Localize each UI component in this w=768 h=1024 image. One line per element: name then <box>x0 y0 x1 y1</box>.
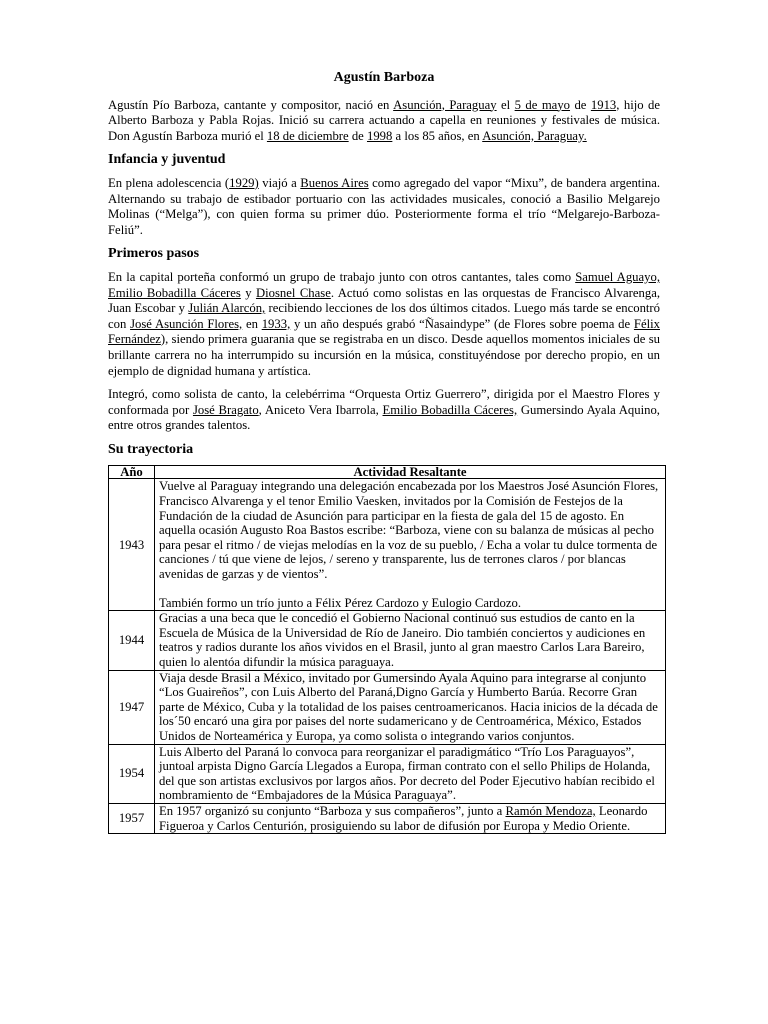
text-run: . Actuó como solistas en las orquestas de Francisco Alvarenga, Juan Escobar y <box>108 285 660 316</box>
heading-primeros-pasos: Primeros pasos <box>108 246 200 262</box>
text-run: y un año después grabó “Ñasaindype” (de Flores sobre poema de <box>290 316 634 331</box>
link-1998[interactable]: 1998 <box>366 128 393 143</box>
text-run: el <box>496 97 515 112</box>
activity-cell: Viaja desde Brasil a México, invitado por Gumersindo Ayala Aquino para integrarse al conjunto “Los Guaireños”, con Luis Alberto del Paraná,Digno García y Humberto Barúa. Recorre Gran parte de México, Cuba y la totalidad de los paises centroamericanos. Hacia inicios de la década de los´50 encaró una gira por paises del norte sudamericano y de Centroamérica, México, Estados Unidos de Norteamérica y Europa, ya como solista o integrando varios conjuntos. <box>155 670 666 744</box>
link-ramon-mendoza[interactable]: Ramón Mendoza, <box>505 803 596 818</box>
link-jose-bragato[interactable]: José Bragato <box>192 402 259 417</box>
activity-cell <box>155 479 666 611</box>
table-row <box>109 670 666 744</box>
activity-text: Vuelve al Paraguay integrando una delegación encabezada por los Maestros José Asunción Flores, Francisco Alvarenga y el tenor Emilio Vaesken, invitados por la Comisión de Festejos de la Fundación de la ciudad de Asunción para participar en la fiesta de gala del 15 de agosto. En aquella ocasión Augusto Roa Bastos escribe: “Barboza, viene con su balanza de músicas al pecho para pesar el ritmo / de viejas melodías en la voz de su pueblo, / Echa a volar tu dulce tormenta de canciones / tú que viene de lejos, / sereno y transparente, lus de terrones claros / por blancas avenidas de garzas y de vientos”. <box>159 479 659 582</box>
year-cell: 1957 <box>109 803 155 833</box>
year-cell: 1947 <box>109 670 155 744</box>
primeros-pasos-paragraph-2 <box>108 387 660 434</box>
link-felix-fernandez[interactable]: Félix Fernández <box>108 316 660 347</box>
activity-cell: Luis Alberto del Paraná lo convoca para reorganizar el paradigmático “Trío Los Paraguayos”, juntoal arpista Digno García Llegados a Europa, firman contrato con el sello Philips de Holanda, del que son artistas exclusivos por largos años. Por decreto del Poder Ejecutivo habían recibido el nombramiento de “Embajadores de la Música Paraguaya”. <box>155 744 666 803</box>
column-header-activity: Actividad Resaltante <box>155 466 666 479</box>
table-row <box>109 611 666 670</box>
text-run: Integró, como solista de canto, la celebérrima “Orquesta Ortiz Guerrero”, dirigida por el Maestro Flores y conformada por <box>108 387 660 417</box>
text-run: viajó a <box>258 175 301 190</box>
text-run: En 1957 organizó su conjunto “Barboza y sus compañeros”, junto a <box>159 803 506 818</box>
link-asuncion-2[interactable]: Asunción, Paraguay. <box>482 128 587 143</box>
text-run: Agustín Pío Barboza, cantante y compositor, nació en <box>108 97 394 112</box>
intro-paragraph <box>108 98 660 145</box>
activity-cell <box>155 803 666 833</box>
trayectoria-table <box>108 465 666 834</box>
year-cell: 1944 <box>109 611 155 670</box>
year-cell: 1954 <box>109 744 155 803</box>
link-julian-alarcon[interactable]: Julián Alarcón, <box>188 301 266 316</box>
table-header-row <box>109 466 666 479</box>
text-run: En plena adolescencia ( <box>108 175 230 190</box>
link-diosnel-chase[interactable]: Diosnel Chase <box>255 285 331 300</box>
link-1913[interactable]: 1913, <box>590 97 620 112</box>
infancia-paragraph <box>108 176 660 238</box>
activity-cell: Gracias a una beca que le concedió el Gobierno Nacional continuó sus estudios de canto en la Escuela de Música de la Universidad de Río de Janeiro. Dio también conciertos y audiciones en teatros y radios durante los años vividos en el Brasil, junto al gran maestro Carlos Lara Bareiro, quien lo alentóa difundir la música paraguaya. <box>155 611 666 670</box>
text-run: de <box>570 97 591 112</box>
year-cell: 1943 <box>109 479 155 611</box>
link-5-de-mayo[interactable]: 5 de mayo <box>514 97 571 112</box>
text-run: recibiendo lecciones de los dos últimos citados. Luego más tarde se encontró con <box>108 301 661 331</box>
text-run: Leonardo Figueroa y Carlos Centurión, prosiguiendo su labor de difusión por Europa y Medio Oriente. <box>159 803 648 833</box>
text-run: y <box>240 285 256 300</box>
link-buenos-aires[interactable]: Buenos Aires <box>300 175 369 190</box>
text-run: hijo de Alberto Barboza y Pabla Rojas. Inició su carrera actuando a capella en reuniones y festivales de música. Don Agustín Barboza murió el <box>108 97 661 143</box>
heading-trayectoria: Su trayectoria <box>108 441 194 457</box>
text-run: a los 85 años, en <box>392 128 483 143</box>
text-run: , Aniceto Vera Ibarrola, <box>258 402 383 417</box>
activity-text-extra: También formo un trío junto a Félix Pérez Cardozo y Eulogio Cardozo. <box>159 595 522 610</box>
link-18-de-diciembre[interactable]: 18 de diciembre <box>266 128 349 143</box>
link-asuncion[interactable]: Asunción, Paraguay <box>393 97 497 112</box>
link-1933[interactable]: 1933, <box>261 316 291 331</box>
document-page <box>108 70 660 834</box>
page-title: Agustín Barboza <box>333 70 435 85</box>
link-jose-asuncion-flores[interactable]: José Asunción Flores, <box>130 316 243 331</box>
text-run: ), siendo primera guarania que se registraba en un disco. Desde aquellos momentos iniciales de su brillante carrera no ha interrumpido su incursión en la música, constituyéndose por derecho propio, en un ejemplo de dignidad humana y artística. <box>108 332 660 378</box>
text-run: En la capital porteña conformó un grupo de trabajo junto con otros cantantes, tales como <box>108 269 576 284</box>
primeros-pasos-paragraph-1 <box>108 270 660 379</box>
link-aguayo-bobadilla[interactable]: Samuel Aguayo, Emilio Bobadilla Cáceres <box>108 269 660 300</box>
text-run: Gumersindo Ayala Aquino, entre otros grandes talentos. <box>108 402 660 433</box>
heading-infancia: Infancia y juventud <box>108 152 226 168</box>
table-row <box>109 479 666 611</box>
link-emilio-bobadilla[interactable]: Emilio Bobadilla Cáceres, <box>382 402 518 417</box>
table-row <box>109 744 666 803</box>
table-row <box>109 803 666 833</box>
column-header-year: Año <box>109 466 155 479</box>
text-run: en <box>242 316 262 331</box>
text-run: como agregado del vapor “Mixu”, de bandera argentina. Alternando su trabajo de estibador portuario con las actividades musicales, conoció a Basilio Melgarejo Molinas (“Melga”), con quien forma su primer dúo. Posteriormente forma el trío “Melgarejo-Barboza-Feliú”. <box>108 175 661 237</box>
link-1929[interactable]: 1929) <box>229 175 259 190</box>
text-run: de <box>348 128 367 143</box>
